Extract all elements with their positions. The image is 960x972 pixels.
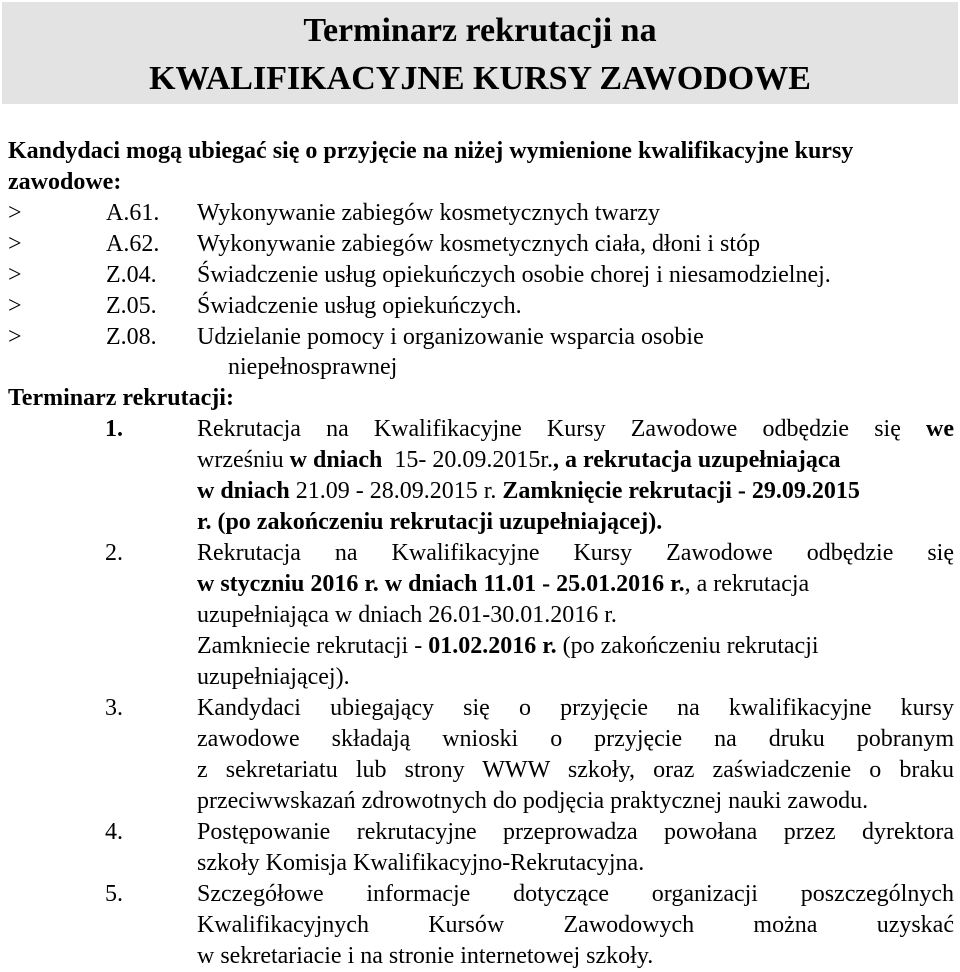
item-number: 1. [105,416,123,442]
item-1-dates: 15- 20.09.2015r. [394,447,554,473]
course-code: Z.05. [106,293,157,319]
item-1-line-2 [197,445,954,476]
item-5-line-2 [197,910,954,941]
title-banner [2,2,958,104]
item-2-text: (po zakończeniu rekrutacji [562,633,819,659]
item-1-line-3 [197,476,954,507]
course-marker: > [8,324,22,350]
item-4-line-2: szkoły Komisja Kwalifikacyjno-Rekrutacyjna. [197,850,645,876]
item-2-text: , a rekrutacja [684,571,810,597]
item-2-bold: w styczniu 2016 r. w dniach 11.01 - 25.01.2016 r. [197,571,685,597]
item-5-text: Szczegółowe informacje dotyczące organizacji poszczególnych [197,881,954,907]
course-name: Wykonywanie zabiegów kosmetycznych twarzy [197,200,661,226]
item-2-line-2 [197,569,954,600]
item-3-line-1 [197,693,954,724]
item-1-bold: w dniach [197,478,290,504]
item-1-bold: , a rekrutacja uzupełniająca [553,447,841,473]
course-marker: > [8,231,22,257]
item-5-line-1 [197,879,954,910]
course-name: Świadczenie usług opiekuńczych osobie chorej i niesamodzielnej. [197,262,831,288]
item-3-line-4: przeciwwskazań zdrowotnych do podjęcia praktycznej nauki zawodu. [197,788,869,814]
course-name-continued: niepełnosprawnej [228,354,398,380]
item-2-line-1 [197,538,954,569]
course-marker: > [8,262,22,288]
title-line-1: Terminarz rekrutacji na [303,12,657,49]
item-2-text: Rekrutacja na Kwalifikacyjne Kursy Zawodowe odbędzie się [197,540,954,566]
item-1-text: Rekrutacja na Kwalifikacyjne Kursy Zawodowe odbędzie się [197,416,901,442]
item-3-text: zawodowe składają wnioski o przyjęcie na druku pobranym [197,726,954,752]
item-3-text: z sekretariatu lub strony WWW szkoły, oraz zaświadczenie o braku [197,757,954,783]
item-1-bold: we [926,416,955,442]
item-number: 2. [105,540,123,566]
intro-line-1: Kandydaci mogą ubiegać się o przyjęcie na niżej wymienione kwalifikacyjne kursy [8,138,854,164]
course-marker: > [8,293,22,319]
item-4-line-1 [197,817,954,848]
item-1-line-4: r. (po zakończeniu rekrutacji uzupełniającej). [197,509,663,535]
item-1-bold: Zamknięcie rekrutacji - 29.09.2015 [502,478,860,504]
course-code: Z.08. [106,324,157,350]
item-number: 5. [105,881,123,907]
item-1-line-1 [197,414,954,445]
item-5-text: Kwalifikacyjnych Kursów Zawodowych można uzyskać [197,912,954,938]
item-1-bold: w dniach [289,447,383,473]
item-3-line-2 [197,724,954,755]
item-1-text: wrześniu [197,447,284,473]
item-2-bold: 01.02.2016 r. [428,633,557,659]
course-name: Udzielanie pomocy i organizowanie wsparcia osobie [197,324,704,350]
item-2-line-5: uzupełniającej). [197,664,350,690]
course-code: Z.04. [106,262,157,288]
item-4-text: Postępowanie rekrutacyjne przeprowadza powołana przez dyrektora [197,819,954,845]
title-line-2: KWALIFIKACYJNE KURSY ZAWODOWE [149,60,811,97]
course-marker: > [8,200,22,226]
intro-line-2: zawodowe: [8,169,122,195]
item-1-dates: 21.09 - 28.09.2015 r. [295,478,497,504]
item-2-text: Zamkniecie rekrutacji - [197,633,423,659]
course-code: A.61. [106,200,160,226]
schedule-heading: Terminarz rekrutacji: [8,385,234,411]
course-code: A.62. [106,231,160,257]
item-2-line-4 [197,631,954,662]
item-2-line-3: uzupełniająca w dniach 26.01-30.01.2016 r. [197,602,617,628]
item-number: 3. [105,695,123,721]
item-5-line-3: w sekretariacie i na stronie internetowej szkoły. [197,943,654,969]
item-number: 4. [105,819,123,845]
course-name: Świadczenie usług opiekuńczych. [197,293,522,319]
course-name: Wykonywanie zabiegów kosmetycznych ciała, dłoni i stóp [197,231,761,257]
item-3-line-3 [197,755,954,786]
item-3-text: Kandydaci ubiegający się o przyjęcie na kwalifikacyjne kursy [197,695,954,721]
